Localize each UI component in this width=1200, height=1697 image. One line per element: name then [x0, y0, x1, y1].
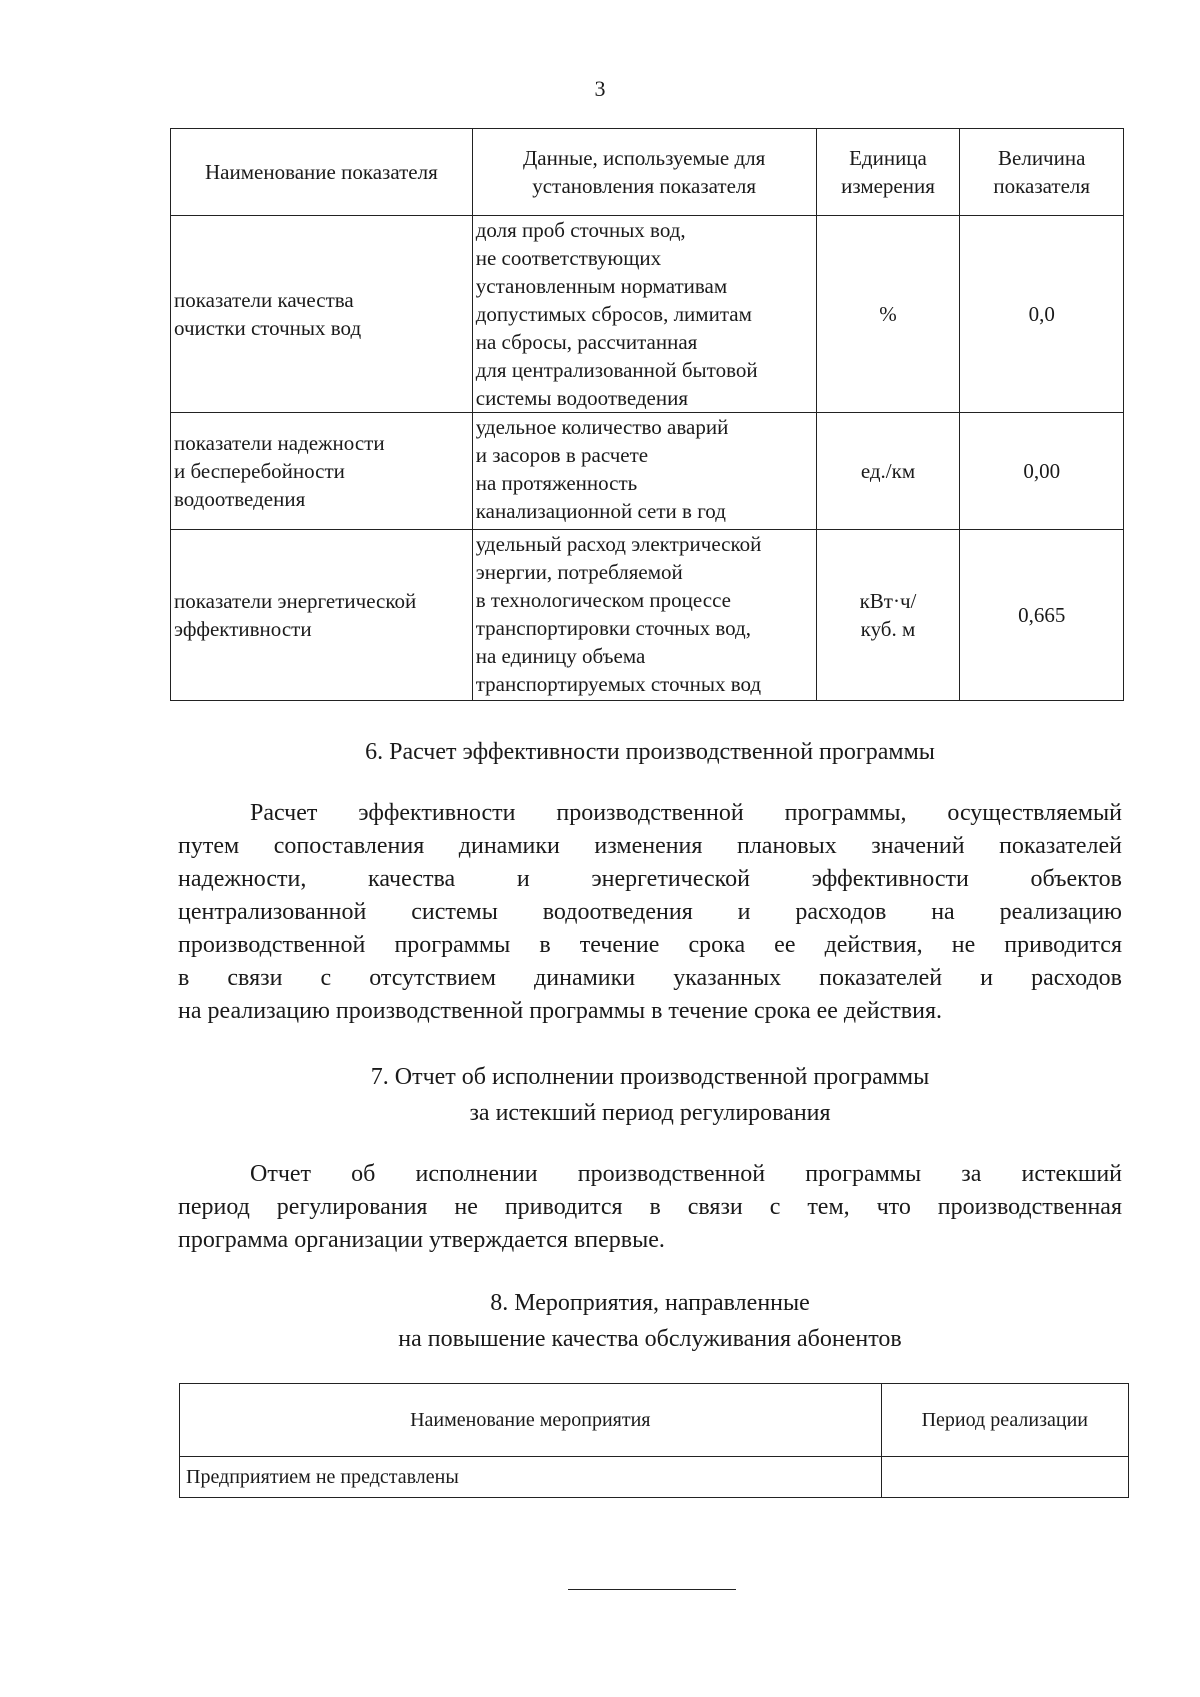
paragraph-line: Отчет об исполнении производственной программы за истекший	[250, 1161, 1122, 1187]
cell-line: на единицу объема	[475, 644, 646, 668]
header-value	[960, 129, 1124, 216]
cell-line: очистки сточных вод	[174, 316, 362, 340]
cell-line: транспортируемых сточных вод	[475, 672, 762, 696]
section-7-title-line: за истекший период регулирования	[469, 1100, 831, 1126]
header-unit	[816, 129, 960, 216]
section-7-paragraph	[178, 1158, 1122, 1257]
cell-line: канализационной сети в год	[475, 499, 726, 523]
cell-line: куб. м	[860, 617, 916, 641]
paragraph-line: путем сопоставления динамики изменения плановых значений показателей	[178, 833, 1122, 859]
section-6-paragraph	[178, 797, 1122, 1028]
cell-line: системы водоотведения	[475, 386, 689, 410]
header-line: Данные, используемые для	[522, 146, 766, 170]
indicator-source-data	[472, 413, 816, 530]
paragraph-line: централизованной системы водоотведения и расходов на реализацию	[178, 899, 1122, 925]
indicator-value: 0,665	[960, 530, 1124, 701]
section-7-title-line: 7. Отчет об исполнении производственной программы	[370, 1064, 930, 1090]
page-number: 3	[594, 76, 606, 101]
table-row	[171, 530, 1124, 701]
cell-line: удельное количество аварий	[475, 415, 729, 439]
indicator-value: 0,0	[960, 216, 1124, 413]
indicator-name	[171, 530, 473, 701]
cell-line: водоотведения	[174, 487, 306, 511]
cell-line: на сбросы, рассчитанная	[475, 330, 698, 354]
header-indicator-name-text: Наименование показателя	[205, 160, 438, 184]
header-line: показателя	[993, 174, 1091, 198]
table-header-row	[180, 1384, 1129, 1457]
paragraph-line: надежности, качества и энергетической эффективности объектов	[178, 866, 1122, 892]
cell-line: в технологическом процессе	[475, 588, 731, 612]
end-rule	[568, 1589, 736, 1590]
paragraph-line: на реализацию производственной программы в течение срока ее действия.	[178, 998, 942, 1024]
cell-line: установленным нормативам	[475, 274, 728, 298]
indicator-value: 0,00	[960, 413, 1124, 530]
indicator-name	[171, 413, 473, 530]
cell-line: кВт·ч/	[859, 589, 917, 613]
cell-line: и засоров в расчете	[475, 443, 649, 467]
cell-line: %	[879, 302, 897, 326]
section-8-title-line: на повышение качества обслуживания абонентов	[398, 1326, 902, 1352]
indicators-table	[170, 128, 1124, 701]
indicator-unit	[816, 413, 960, 530]
section-8-title	[0, 1285, 1200, 1357]
header-line: Величина	[998, 146, 1086, 170]
cell-line: и бесперебойности	[174, 459, 345, 483]
paragraph-line: производственной программы в течение срока ее действия, не приводится	[178, 932, 1122, 958]
cell-line: эффективности	[174, 617, 312, 641]
header-indicator-name	[171, 129, 473, 216]
measures-table	[179, 1383, 1129, 1498]
indicator-unit	[816, 216, 960, 413]
section-7-title	[0, 1059, 1200, 1131]
section-8-title-line: 8. Мероприятия, направленные	[490, 1290, 810, 1316]
table-row	[180, 1457, 1129, 1498]
cell-line: не соответствующих	[475, 246, 662, 270]
cell-line: энергии, потребляемой	[475, 560, 683, 584]
paragraph-line: период регулирования не приводится в связи с тем, что производственная	[178, 1194, 1122, 1220]
cell-line: показатели надежности	[174, 431, 385, 455]
paragraph-line: в связи с отсутствием динамики указанных показателей и расходов	[178, 965, 1122, 991]
cell-line: транспортировки сточных вод,	[475, 616, 751, 640]
cell-line: для централизованной бытовой	[475, 358, 758, 382]
indicator-source-data	[472, 216, 816, 413]
measure-name: Предприятием не представлены	[180, 1457, 882, 1498]
header-line: установления показателя	[532, 174, 757, 198]
cell-line: на протяженность	[475, 471, 638, 495]
header-period: Период реализации	[881, 1384, 1128, 1457]
cell-line: удельный расход электрической	[475, 532, 762, 556]
header-measure-name: Наименование мероприятия	[180, 1384, 882, 1457]
indicator-source-data	[472, 530, 816, 701]
measure-period	[881, 1457, 1128, 1498]
table-row	[171, 216, 1124, 413]
table-header-row	[171, 129, 1124, 216]
header-source-data	[472, 129, 816, 216]
paragraph-line: программа организации утверждается впервые.	[178, 1227, 665, 1253]
cell-line: показатели качества	[174, 288, 354, 312]
section-6-title: 6. Расчет эффективности производственной программы	[365, 739, 935, 765]
table-row	[171, 413, 1124, 530]
paragraph-line: Расчет эффективности производственной программы, осуществляемый	[250, 800, 1122, 826]
cell-line: доля проб сточных вод,	[475, 218, 686, 242]
indicator-name	[171, 216, 473, 413]
header-line: измерения	[841, 174, 935, 198]
indicator-unit	[816, 530, 960, 701]
cell-line: допустимых сбросов, лимитам	[475, 302, 752, 326]
header-line: Единица	[849, 146, 927, 170]
cell-line: показатели энергетической	[174, 589, 417, 613]
cell-line: ед./км	[860, 459, 916, 483]
